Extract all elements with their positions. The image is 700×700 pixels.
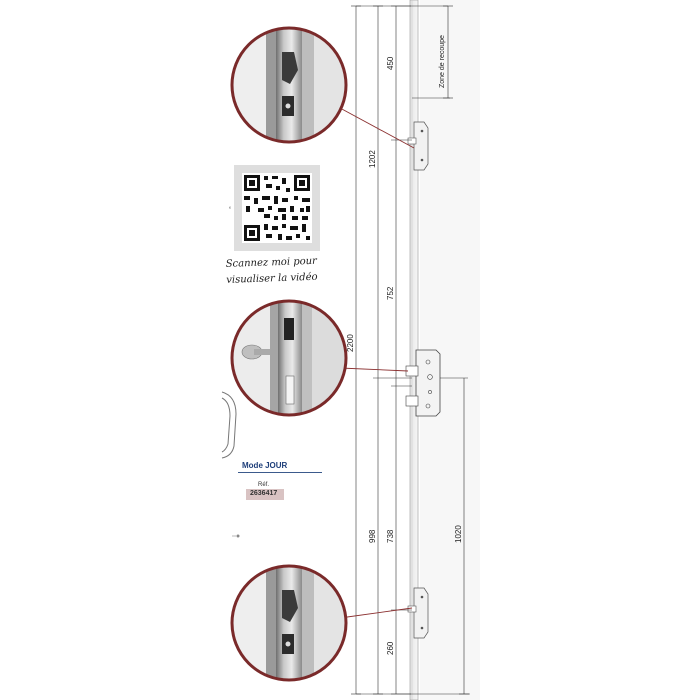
- dim-bottom-lock-height: 260: [386, 641, 395, 655]
- zone-de-recoupe-label: Zone de recoupe: [439, 35, 446, 88]
- zoom-detail-upper: [230, 26, 350, 146]
- dim-total-height: 2200: [346, 334, 355, 352]
- dim-handle-height: 1020: [454, 525, 463, 543]
- qr-code-icon: [234, 165, 320, 251]
- dim-center-to-bottom-inner: 738: [386, 529, 395, 543]
- qr-caption: [225, 253, 336, 289]
- handle-outline: [222, 392, 236, 458]
- left-edge-mark: ‘: [229, 205, 231, 215]
- ref-value: 2636417: [250, 490, 278, 497]
- mode-title: Mode JOUR: [242, 461, 288, 470]
- zoom-detail-center: [230, 300, 352, 420]
- mode-divider: [238, 472, 322, 473]
- dim-center-to-bottom-outer: 998: [368, 529, 377, 543]
- dim-upper-lock-to-center: 752: [386, 286, 395, 300]
- ref-label: Réf.: [258, 482, 270, 488]
- reference-dot: [237, 535, 240, 538]
- qr-caption-line2: visualiser la vidéo: [226, 271, 318, 286]
- callout-lines: [340, 108, 414, 618]
- dim-top-zone: 450: [386, 56, 395, 70]
- zoom-detail-bottom: [230, 564, 350, 684]
- dim-top-to-upper-lock: 1202: [368, 150, 377, 168]
- qr-caption-line1: Scannez moi pour: [225, 255, 318, 270]
